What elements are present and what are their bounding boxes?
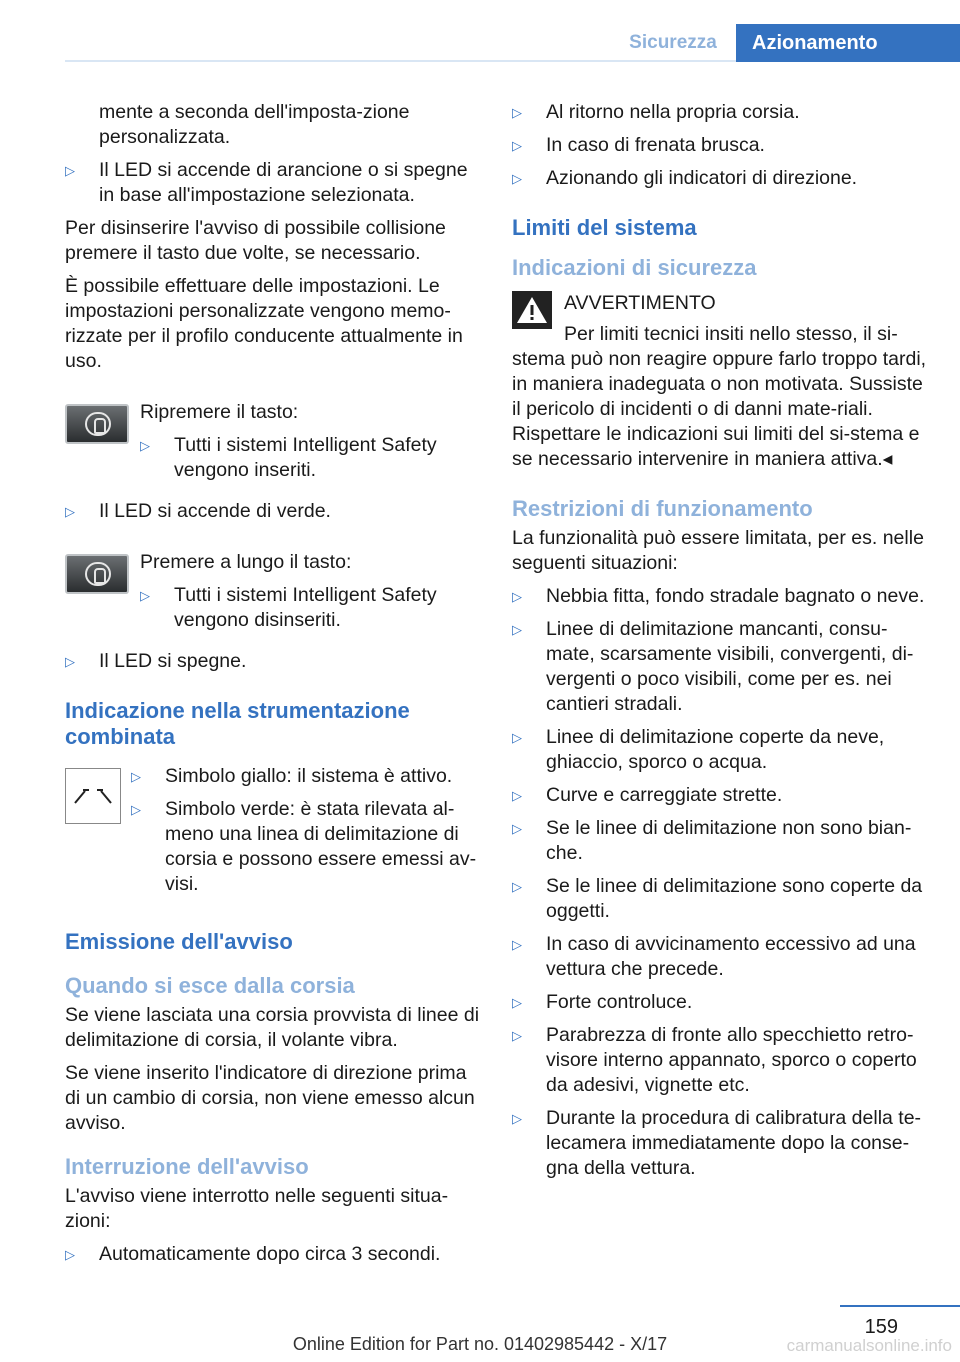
bullet-triangle-icon: ▷: [512, 788, 522, 803]
bullet-triangle-icon: ▷: [131, 769, 141, 784]
header-chapter: Azionamento: [736, 24, 960, 62]
list-item: ▷ Se le linee di delimitazione sono coperte da oggetti.: [512, 875, 923, 922]
bullet-triangle-icon: ▷: [512, 937, 522, 952]
bullet-triangle-icon: ▷: [512, 171, 522, 186]
list-item: ▷ Simbolo giallo: il sistema è attivo.: [131, 765, 453, 787]
list-item: ▷ Curve e carreggiate strette.: [512, 784, 783, 806]
warning-title: AVVERTIMENTO: [564, 292, 716, 314]
subsection-heading: Quando si esce dalla corsia: [65, 973, 355, 998]
paragraph: La funzionalità può essere limitata, per es. nelle seguenti situazioni:: [512, 527, 924, 574]
list-item: ▷ Tutti i sistemi Intelligent Safety vengono disinseriti.: [140, 584, 437, 631]
list-item: ▷ Automaticamente dopo circa 3 secondi.: [65, 1243, 441, 1265]
list-item: ▷ Al ritorno nella propria corsia.: [512, 101, 800, 123]
continued-text: mente a seconda dell'imposta-zione personalizzata.: [99, 101, 410, 148]
warning-block: [512, 285, 932, 347]
list-item: ▷ Forte controluce.: [512, 991, 693, 1013]
subsection-heading: Indicazioni di sicurezza: [512, 255, 757, 280]
list-item: ▷ Linee di delimitazione mancanti, consu-mate, scarsamente visibili, convergenti, di-vergenti o poco visibili, come per es. nei cantieri stradali.: [512, 618, 914, 715]
bullet-triangle-icon: ▷: [512, 879, 522, 894]
bullet-triangle-icon: ▷: [65, 504, 75, 519]
list-item: ▷ Parabrezza di fronte allo specchietto retro-visore interno appannato, sporco o coperto da adesivi, vignette etc.: [512, 1024, 917, 1096]
bullet-triangle-icon: ▷: [65, 163, 75, 178]
bullet-triangle-icon: ▷: [140, 438, 150, 453]
paragraph: È possibile effettuare delle impostazioni. Le impostazioni personalizzate vengono memo-rizzate per il profilo conducente attualmente in uso.: [65, 275, 463, 372]
button-instruction: [65, 550, 480, 641]
warning-text-continued: stema può non reagire oppure farlo troppo tardi, in maniera inadeguata o non motivata. Sussiste il pericolo di incidenti o di danni mate-riali. Rispettare le indicazioni sui limiti del si-stema e se necessario intervenire in maniera attiva.◂: [512, 348, 927, 470]
instruction-label: Ripremere il tasto:: [140, 401, 299, 423]
list-item: ▷ Se le linee di delimitazione non sono bian-che.: [512, 817, 912, 864]
list-item: ▷ In caso di avvicinamento eccessivo ad una vettura che precede.: [512, 933, 916, 980]
intelligent-safety-button-icon: [65, 554, 129, 594]
list-item: ▷ Linee di delimitazione coperte da neve, ghiaccio, sporco o acqua.: [512, 726, 885, 773]
lane-departure-symbol-icon: [65, 768, 121, 824]
section-heading: Emissione dell'avviso: [65, 929, 293, 954]
list-item: ▷ Il LED si accende di verde.: [65, 500, 331, 522]
list-item: ▷ Tutti i sistemi Intelligent Safety vengono inseriti.: [140, 434, 437, 481]
bullet-triangle-icon: ▷: [131, 802, 141, 817]
bullet-triangle-icon: ▷: [512, 1111, 522, 1126]
list-item: ▷ Il LED si accende di arancione o si spegne in base all'impostazione selezionata.: [65, 159, 468, 206]
list-item: ▷ Il LED si spegne.: [65, 650, 247, 672]
list-item: ▷ Nebbia fitta, fondo stradale bagnato o neve.: [512, 585, 925, 607]
warning-text: Per limiti tecnici insiti nello stesso, il si-: [564, 323, 898, 345]
list-item: ▷ Durante la procedura di calibratura della te-lecamera immediatamente dopo la conse-gna della vettura.: [512, 1107, 922, 1179]
paragraph: Se viene inserito l'indicatore di direzione prima di un cambio di corsia, non viene emesso alcun avviso.: [65, 1062, 475, 1134]
bullet-triangle-icon: ▷: [140, 588, 150, 603]
subsection-heading: Restrizioni di funzionamento: [512, 496, 813, 521]
bullet-triangle-icon: ▷: [512, 730, 522, 745]
button-instruction: [65, 400, 480, 491]
watermark: carmanualsonline.info: [786, 1336, 952, 1355]
list-item: ▷ Azionando gli indicatori di direzione.: [512, 167, 858, 189]
right-column: [512, 100, 932, 1189]
bullet-triangle-icon: ▷: [512, 138, 522, 153]
bullet-triangle-icon: ▷: [65, 654, 75, 669]
list-item: ▷ In caso di frenata brusca.: [512, 134, 765, 156]
bullet-triangle-icon: ▷: [512, 995, 522, 1010]
header-section: Sicurezza: [629, 32, 717, 53]
bullet-triangle-icon: ▷: [512, 105, 522, 120]
left-column: [65, 100, 480, 1275]
section-heading: Indicazione nella strumentazione combinata: [65, 698, 410, 749]
list-item: ▷ Simbolo verde: è stata rilevata al-meno una linea di delimitazione di corsia e possono essere emessi av-visi.: [131, 798, 477, 895]
bullet-triangle-icon: ▷: [512, 821, 522, 836]
subsection-heading: Interruzione dell'avviso: [65, 1154, 309, 1179]
section-heading: Limiti del sistema: [512, 215, 697, 240]
footer-rule: [840, 1305, 960, 1307]
paragraph: Se viene lasciata una corsia provvista di linee di delimitazione di corsia, il volante vibra.: [65, 1004, 480, 1051]
page-number: 159: [864, 1316, 898, 1338]
paragraph: Per disinserire l'avviso di possibile collisione premere il tasto due volte, se necessario.: [65, 217, 446, 264]
edition-footer: Online Edition for Part no. 01402985442 - X/17: [292, 1334, 668, 1354]
bullet-triangle-icon: ▷: [512, 1028, 522, 1043]
instruction-label: Premere a lungo il tasto:: [140, 551, 352, 573]
bullet-triangle-icon: ▷: [512, 589, 522, 604]
bullet-triangle-icon: ▷: [65, 1247, 75, 1262]
paragraph: L'avviso viene interrotto nelle seguenti situa-zioni:: [65, 1185, 449, 1232]
intelligent-safety-button-icon: [65, 404, 129, 444]
warning-triangle-icon: [512, 291, 552, 329]
bullet-triangle-icon: ▷: [512, 622, 522, 637]
symbol-explanation: [65, 764, 480, 905]
